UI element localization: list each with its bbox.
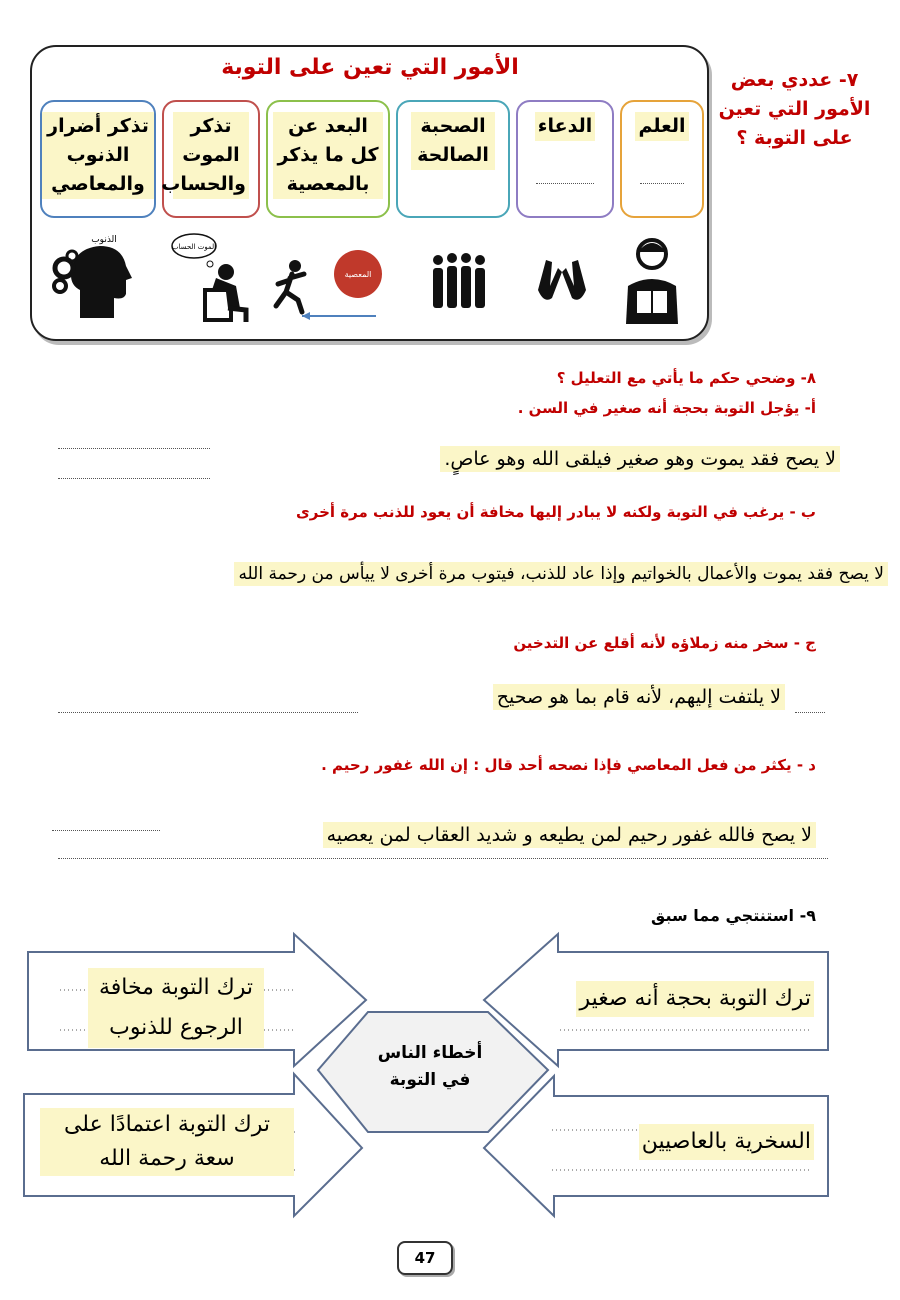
card-knowledge: العلم (620, 100, 704, 218)
sin-label: المعصية (344, 270, 372, 279)
box-bottom-left: ترك التوبة اعتمادًا على سعة رحمة الله (40, 1108, 294, 1176)
thought-label: الموت الحساب (171, 243, 217, 251)
card-supplication: الدعاء (516, 100, 614, 218)
page-number: 47 (397, 1241, 453, 1275)
card-remember-harms: تذكر أضرار الذنوب والمعاصي (40, 100, 156, 218)
q8-c-question: ج - سخر منه زملاؤه لأنه أقلع عن التدخين (513, 634, 816, 652)
card-remember-death: تذكر الموت والحساب (162, 100, 260, 218)
box-bottom-right: السخرية بالعاصيين (639, 1124, 814, 1160)
box-top-left: ترك التوبة مخافة الرجوع للذنوب (88, 968, 264, 1048)
center-label: أخطاء الناس في التوبة (377, 1043, 483, 1090)
panel-title: الأمور التي تعين على التوبة (221, 55, 519, 80)
q7-question: ٧- عددي بعض الأمور التي تعين على التوبة ؟ (718, 69, 871, 149)
card-good-company: الصحبة الصالحة (396, 100, 510, 218)
q8-b-question: ب - يرغب في التوبة ولكنه لا يبادر إليها مخافة أن يعود للذنب مرة أخرى (296, 503, 816, 521)
q8-b-answer: لا يصح فقد يموت والأعمال بالخواتيم وإذا عاد للذنب، فيتوب مرة أخرى لا ييأس من رحمة الله (234, 562, 888, 586)
head-label: الذنوب (91, 235, 117, 245)
q8-a-answer: لا يصح فقد يموت وهو صغير فيلقى الله وهو عاصٍ. (440, 446, 840, 472)
q8-c-answer: لا يلتفت إليهم، لأنه قام بما هو صحيح (493, 684, 785, 710)
q8-intro: ٨- وضحي حكم ما يأتي مع التعليل ؟ (556, 369, 816, 387)
q8-d-answer: لا يصح فالله غفور رحيم لمن يطيعه و شديد العقاب لمن يعصيه (323, 822, 816, 848)
q9-intro: ٩- استنتجي مما سبق (651, 906, 816, 925)
q8-a-question: أ- يؤجل التوبة بحجة أنه صغير في السن . (517, 399, 816, 417)
card-avoid-reminders: البعد عن كل ما يذكر بالمعصية (266, 100, 390, 218)
box-top-right: ترك التوبة بحجة أنه صغير (576, 981, 814, 1017)
q8-d-question: د - يكثر من فعل المعاصي فإذا نصحه أحد قال : إن الله غفور رحيم . (321, 756, 816, 774)
